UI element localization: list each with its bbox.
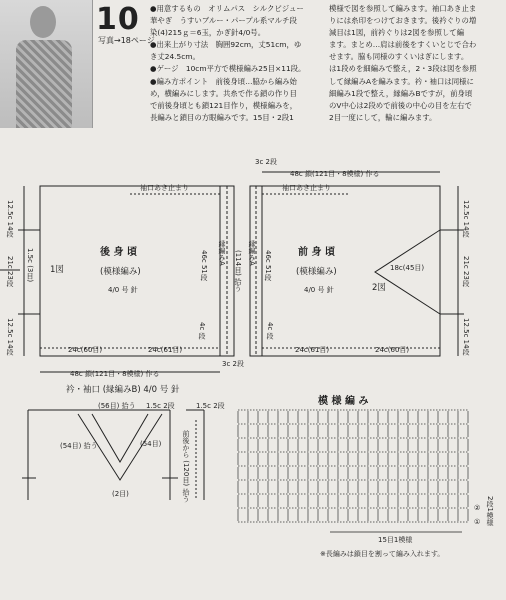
instruction-line: せます。脇も同様のすくいはぎにします。	[329, 52, 469, 62]
instruction-line: ●出来上がり寸法 胸囲92cm，丈51cm，ゆ	[150, 40, 302, 50]
front-left-half-dim: 24c(60目)	[375, 346, 410, 354]
instruction-line: ●編み方ポイント 前後身頃…脇から編み始	[150, 76, 297, 86]
instruction-line: き丈24.5cm。	[150, 52, 200, 62]
instruction-line: 華やぎ うすいブルー・パープル系マルチ段	[150, 16, 297, 26]
collar-pick-left: (54目) 拾う	[60, 442, 98, 450]
instruction-line: りには糸印をつけておきます。後衿ぐりの増	[329, 16, 477, 26]
right-upper-dim: 12.5c 14段	[462, 200, 470, 238]
instruction-line: 細編み1段で整え，縁編みBですが，前身頃	[329, 88, 473, 98]
left-lower-dim: 12.5c 14段	[6, 318, 14, 356]
back-left-half-dim: 24c(60目)	[68, 346, 103, 354]
right-lower-dim: 12.5c 14段	[462, 318, 470, 356]
top-corner-dim: 3c 2段	[255, 158, 277, 166]
center-height-dim: 46c 51段	[200, 250, 208, 281]
back-body-hook: 4/0 号 針	[108, 286, 138, 294]
stitch-chart	[238, 410, 468, 522]
top-total-dim: 48c 鎖(121目・8模様) 作る	[290, 170, 380, 178]
instruction-line: ●用意するもの オリムパス シルクビジュー	[150, 4, 304, 13]
center-height2-dim: 46c 51段	[264, 250, 272, 281]
instruction-line: で前後身頃とも鎖121目作り，模様編みを，	[150, 100, 298, 110]
left-upper-dim: 12.5c 14段	[6, 200, 14, 238]
center-rows-dim: (114目) 拾う	[234, 250, 242, 293]
back-fig-label: 1図	[50, 265, 64, 275]
row-marker-1: ①	[474, 518, 481, 526]
collar-pick-right: (54目)	[140, 440, 162, 448]
front-body-pattern: (模様編み)	[296, 267, 337, 277]
front-fig-label: 2図	[372, 283, 386, 293]
front-v-neck	[375, 230, 440, 314]
back-body-title: 後 身 頃	[100, 247, 137, 258]
instruction-line: は1段めを細編みで整え，2・3段は図を参照	[329, 64, 477, 74]
back-sleeve-label: 袖口あき止まり	[140, 184, 189, 192]
bottom-total-dim: 48c 鎖(121目・8模様) 作る	[70, 370, 160, 378]
collar-corner: 1.5c 2段	[146, 402, 175, 410]
front-body-title: 前 身 頃	[298, 247, 335, 258]
instruction-line: 長編みと鎖目の方眼編みです。15目・2段1	[150, 112, 294, 122]
left-neck-dim: 1.5c (3目)	[26, 248, 34, 283]
rows-per-repeat: 2段1模様	[486, 496, 494, 526]
back-four-c-dim: 4c 段	[198, 322, 206, 340]
right-middle-dim: 21c 23段	[462, 256, 470, 287]
edging-a-front-label: 縁編みA	[248, 240, 256, 266]
sleeve-pick: 前後から (120目) 拾う	[182, 430, 190, 503]
bottom-corner-dim: 3c 2段	[222, 360, 244, 368]
instruction-line: ●ゲージ 10cm平方で模様編み25目×11段。	[150, 64, 306, 74]
front-body-hook: 4/0 号 針	[304, 286, 334, 294]
front-sleeve-label: 袖口あき止まり	[282, 184, 331, 192]
chart-repeat-label: 15目1模様	[378, 536, 413, 544]
photo-reference: 写真→18ページ	[98, 36, 155, 45]
row-marker-2: ②	[474, 504, 481, 512]
instruction-line: ます。まとめ…肩は前後をすくいとじで合わ	[329, 40, 477, 50]
v-depth-dim: 18c(45目)	[390, 264, 425, 272]
pattern-number: 10	[96, 2, 140, 37]
instruction-line: 2目一度にして，輪に編みます。	[329, 112, 437, 122]
chart-footnote: ※長編みは鎖目を割って編み入れます。	[320, 550, 445, 558]
instruction-line: め，横編みにします。共糸で作る鎖の作り目	[150, 88, 297, 98]
collar-pick-top: (56目) 拾う	[98, 402, 136, 410]
edging-a-back-label: 縁編みA	[218, 240, 226, 266]
left-middle-dim: 21c 23段	[6, 256, 14, 287]
collar-title: 衿・袖口 (縁編みB) 4/0 号 針	[66, 385, 180, 395]
sleeve-corner: 1.5c 2段	[196, 402, 225, 410]
front-right-half-dim: 24c(61目)	[295, 346, 330, 354]
instruction-line: して縁編みAを編みます。衿・袖口は同様に	[329, 76, 474, 86]
collar-center: (2目)	[112, 490, 129, 498]
back-right-half-dim: 24c(61目)	[148, 346, 183, 354]
instruction-line: 模様で図を参照して編みます。袖口あき止ま	[329, 4, 477, 13]
back-body-pattern: (模様編み)	[100, 267, 141, 277]
instruction-line: のV中心は2段めで前後の中心の目を左右で	[329, 100, 472, 110]
instruction-line: 減目は1図，前衿ぐりは2図を参照して編	[329, 28, 465, 38]
instruction-line: 染(4)215ｇ＝6玉，かぎ針4/0号。	[150, 28, 266, 38]
chart-title: 模 様 編 み	[318, 396, 369, 407]
collar-v-inner	[92, 414, 148, 462]
front-four-c-dim: 4c 段	[266, 322, 274, 340]
